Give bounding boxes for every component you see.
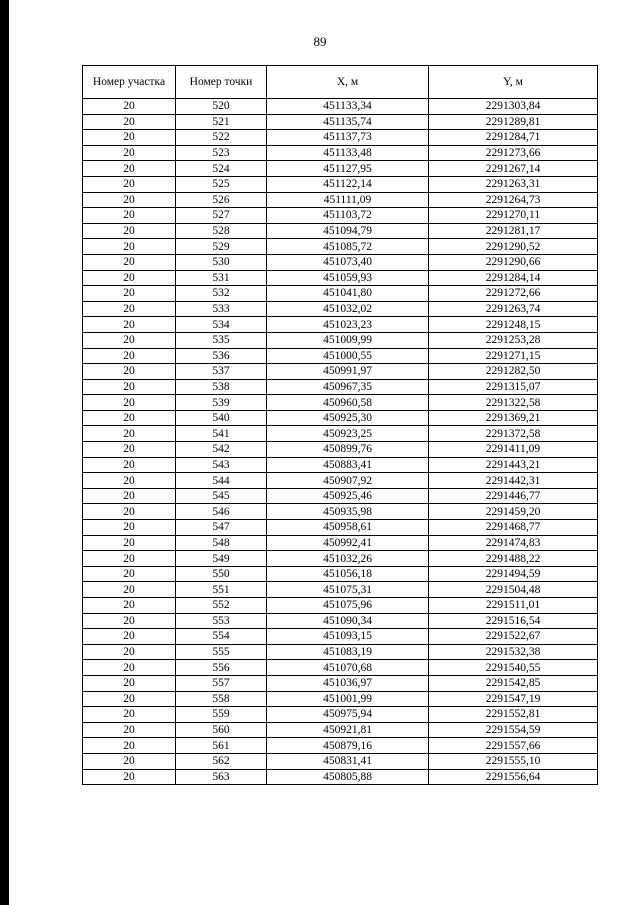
cell-point-number: 558 <box>176 691 267 707</box>
cell-point-number: 540 <box>176 410 267 426</box>
cell-x-coordinate: 451041,80 <box>267 286 429 302</box>
cell-x-coordinate: 451023,23 <box>267 317 429 333</box>
cell-x-coordinate: 451090,34 <box>267 613 429 629</box>
cell-y-coordinate: 2291315,07 <box>429 379 598 395</box>
cell-x-coordinate: 451056,18 <box>267 566 429 582</box>
cell-point-number: 551 <box>176 582 267 598</box>
cell-point-number: 532 <box>176 286 267 302</box>
cell-plot-number: 20 <box>83 473 176 489</box>
table-row <box>83 192 598 208</box>
cell-y-coordinate: 2291554,59 <box>429 722 598 738</box>
cell-x-coordinate: 451122,14 <box>267 176 429 192</box>
table-row <box>83 504 598 520</box>
cell-point-number: 552 <box>176 598 267 614</box>
cell-plot-number: 20 <box>83 239 176 255</box>
cell-y-coordinate: 2291556,64 <box>429 769 598 785</box>
table-row <box>83 753 598 769</box>
cell-plot-number: 20 <box>83 520 176 536</box>
cell-y-coordinate: 2291542,85 <box>429 675 598 691</box>
cell-plot-number: 20 <box>83 395 176 411</box>
table-row <box>83 239 598 255</box>
cell-y-coordinate: 2291555,10 <box>429 753 598 769</box>
cell-plot-number: 20 <box>83 457 176 473</box>
cell-point-number: 561 <box>176 738 267 754</box>
cell-x-coordinate: 450831,41 <box>267 753 429 769</box>
cell-point-number: 521 <box>176 114 267 130</box>
cell-y-coordinate: 2291459,20 <box>429 504 598 520</box>
cell-plot-number: 20 <box>83 270 176 286</box>
cell-y-coordinate: 2291273,66 <box>429 145 598 161</box>
cell-point-number: 529 <box>176 239 267 255</box>
cell-y-coordinate: 2291272,66 <box>429 286 598 302</box>
cell-y-coordinate: 2291281,17 <box>429 223 598 239</box>
cell-point-number: 555 <box>176 644 267 660</box>
cell-point-number: 526 <box>176 192 267 208</box>
cell-y-coordinate: 2291270,11 <box>429 208 598 224</box>
cell-plot-number: 20 <box>83 426 176 442</box>
cell-y-coordinate: 2291468,77 <box>429 520 598 536</box>
cell-point-number: 547 <box>176 520 267 536</box>
cell-x-coordinate: 451073,40 <box>267 254 429 270</box>
cell-y-coordinate: 2291303,84 <box>429 99 598 115</box>
cell-plot-number: 20 <box>83 130 176 146</box>
cell-point-number: 544 <box>176 473 267 489</box>
cell-y-coordinate: 2291511,01 <box>429 598 598 614</box>
table-row <box>83 348 598 364</box>
cell-plot-number: 20 <box>83 675 176 691</box>
cell-plot-number: 20 <box>83 176 176 192</box>
cell-x-coordinate: 451036,97 <box>267 675 429 691</box>
table-row <box>83 738 598 754</box>
cell-x-coordinate: 450805,88 <box>267 769 429 785</box>
cell-x-coordinate: 450925,30 <box>267 410 429 426</box>
cell-plot-number: 20 <box>83 551 176 567</box>
cell-y-coordinate: 2291532,38 <box>429 644 598 660</box>
table-row <box>83 254 598 270</box>
cell-point-number: 525 <box>176 176 267 192</box>
cell-point-number: 542 <box>176 442 267 458</box>
cell-x-coordinate: 451127,95 <box>267 161 429 177</box>
cell-x-coordinate: 450883,41 <box>267 457 429 473</box>
cell-y-coordinate: 2291504,48 <box>429 582 598 598</box>
cell-y-coordinate: 2291322,58 <box>429 395 598 411</box>
cell-plot-number: 20 <box>83 114 176 130</box>
cell-x-coordinate: 451133,34 <box>267 99 429 115</box>
cell-plot-number: 20 <box>83 301 176 317</box>
cell-y-coordinate: 2291369,21 <box>429 410 598 426</box>
table-row <box>83 613 598 629</box>
cell-plot-number: 20 <box>83 691 176 707</box>
cell-plot-number: 20 <box>83 286 176 302</box>
cell-y-coordinate: 2291263,31 <box>429 176 598 192</box>
cell-point-number: 548 <box>176 535 267 551</box>
cell-x-coordinate: 450907,92 <box>267 473 429 489</box>
cell-point-number: 559 <box>176 707 267 723</box>
cell-x-coordinate: 450991,97 <box>267 364 429 380</box>
cell-point-number: 550 <box>176 566 267 582</box>
cell-y-coordinate: 2291282,50 <box>429 364 598 380</box>
cell-x-coordinate: 451009,99 <box>267 332 429 348</box>
cell-y-coordinate: 2291411,09 <box>429 442 598 458</box>
cell-point-number: 536 <box>176 348 267 364</box>
cell-plot-number: 20 <box>83 738 176 754</box>
cell-plot-number: 20 <box>83 208 176 224</box>
table-row <box>83 520 598 536</box>
cell-y-coordinate: 2291253,28 <box>429 332 598 348</box>
table-row <box>83 644 598 660</box>
cell-point-number: 557 <box>176 675 267 691</box>
cell-point-number: 553 <box>176 613 267 629</box>
table-row <box>83 317 598 333</box>
cell-point-number: 534 <box>176 317 267 333</box>
scan-edge-bar <box>0 0 9 905</box>
cell-y-coordinate: 2291442,31 <box>429 473 598 489</box>
page-number: 89 <box>313 34 327 49</box>
cell-plot-number: 20 <box>83 317 176 333</box>
cell-plot-number: 20 <box>83 707 176 723</box>
cell-plot-number: 20 <box>83 629 176 645</box>
cell-plot-number: 20 <box>83 161 176 177</box>
cell-x-coordinate: 451085,72 <box>267 239 429 255</box>
table-row <box>83 426 598 442</box>
cell-x-coordinate: 451094,79 <box>267 223 429 239</box>
table-row <box>83 551 598 567</box>
table-row <box>83 176 598 192</box>
cell-y-coordinate: 2291474,83 <box>429 535 598 551</box>
cell-point-number: 528 <box>176 223 267 239</box>
cell-plot-number: 20 <box>83 379 176 395</box>
cell-y-coordinate: 2291263,74 <box>429 301 598 317</box>
table-row <box>83 488 598 504</box>
table-row <box>83 535 598 551</box>
cell-y-coordinate: 2291372,58 <box>429 426 598 442</box>
cell-x-coordinate: 450879,16 <box>267 738 429 754</box>
cell-y-coordinate: 2291488,22 <box>429 551 598 567</box>
cell-plot-number: 20 <box>83 504 176 520</box>
table-row <box>83 442 598 458</box>
cell-plot-number: 20 <box>83 145 176 161</box>
table-body <box>83 99 598 785</box>
cell-x-coordinate: 450921,81 <box>267 722 429 738</box>
cell-plot-number: 20 <box>83 348 176 364</box>
cell-plot-number: 20 <box>83 442 176 458</box>
cell-plot-number: 20 <box>83 223 176 239</box>
cell-x-coordinate: 451093,15 <box>267 629 429 645</box>
table-row <box>83 286 598 302</box>
cell-x-coordinate: 451070,68 <box>267 660 429 676</box>
header-y-coordinate: Y, м <box>429 66 598 99</box>
cell-x-coordinate: 451103,72 <box>267 208 429 224</box>
cell-x-coordinate: 450899,76 <box>267 442 429 458</box>
cell-y-coordinate: 2291267,14 <box>429 161 598 177</box>
cell-x-coordinate: 451083,19 <box>267 644 429 660</box>
cell-x-coordinate: 451032,02 <box>267 301 429 317</box>
cell-point-number: 524 <box>176 161 267 177</box>
table-row <box>83 395 598 411</box>
cell-plot-number: 20 <box>83 566 176 582</box>
cell-x-coordinate: 451075,31 <box>267 582 429 598</box>
cell-x-coordinate: 450992,41 <box>267 535 429 551</box>
table-row <box>83 130 598 146</box>
cell-y-coordinate: 2291248,15 <box>429 317 598 333</box>
table-row <box>83 161 598 177</box>
cell-plot-number: 20 <box>83 722 176 738</box>
cell-point-number: 539 <box>176 395 267 411</box>
table-row <box>83 722 598 738</box>
cell-point-number: 549 <box>176 551 267 567</box>
cell-point-number: 563 <box>176 769 267 785</box>
table-row <box>83 660 598 676</box>
table-row <box>83 675 598 691</box>
cell-plot-number: 20 <box>83 254 176 270</box>
cell-y-coordinate: 2291547,19 <box>429 691 598 707</box>
cell-y-coordinate: 2291494,59 <box>429 566 598 582</box>
table-row <box>83 629 598 645</box>
cell-point-number: 546 <box>176 504 267 520</box>
cell-point-number: 530 <box>176 254 267 270</box>
cell-point-number: 531 <box>176 270 267 286</box>
cell-x-coordinate: 450958,61 <box>267 520 429 536</box>
table-row <box>83 410 598 426</box>
header-plot-number: Номер участка <box>83 66 176 99</box>
cell-plot-number: 20 <box>83 364 176 380</box>
table-row <box>83 691 598 707</box>
cell-x-coordinate: 451111,09 <box>267 192 429 208</box>
cell-point-number: 537 <box>176 364 267 380</box>
cell-point-number: 533 <box>176 301 267 317</box>
cell-x-coordinate: 451000,55 <box>267 348 429 364</box>
cell-y-coordinate: 2291290,52 <box>429 239 598 255</box>
cell-point-number: 520 <box>176 99 267 115</box>
cell-point-number: 545 <box>176 488 267 504</box>
cell-x-coordinate: 450925,46 <box>267 488 429 504</box>
table-row <box>83 566 598 582</box>
table-row <box>83 208 598 224</box>
table-row <box>83 769 598 785</box>
table-row <box>83 457 598 473</box>
cell-plot-number: 20 <box>83 99 176 115</box>
table-row <box>83 473 598 489</box>
cell-x-coordinate: 450975,94 <box>267 707 429 723</box>
header-point-number: Номер точки <box>176 66 267 99</box>
cell-point-number: 562 <box>176 753 267 769</box>
cell-point-number: 554 <box>176 629 267 645</box>
table-row <box>83 707 598 723</box>
cell-plot-number: 20 <box>83 410 176 426</box>
table-row <box>83 582 598 598</box>
table-row <box>83 145 598 161</box>
cell-plot-number: 20 <box>83 192 176 208</box>
table-row <box>83 598 598 614</box>
cell-point-number: 535 <box>176 332 267 348</box>
cell-x-coordinate: 451001,99 <box>267 691 429 707</box>
header-x-coordinate: X, м <box>267 66 429 99</box>
cell-point-number: 522 <box>176 130 267 146</box>
coordinates-table <box>82 65 598 785</box>
cell-plot-number: 20 <box>83 598 176 614</box>
cell-y-coordinate: 2291271,15 <box>429 348 598 364</box>
cell-y-coordinate: 2291284,14 <box>429 270 598 286</box>
cell-y-coordinate: 2291540,55 <box>429 660 598 676</box>
cell-x-coordinate: 451075,96 <box>267 598 429 614</box>
cell-plot-number: 20 <box>83 660 176 676</box>
cell-y-coordinate: 2291289,81 <box>429 114 598 130</box>
cell-y-coordinate: 2291284,71 <box>429 130 598 146</box>
cell-point-number: 523 <box>176 145 267 161</box>
table-row <box>83 301 598 317</box>
cell-x-coordinate: 451137,73 <box>267 130 429 146</box>
cell-point-number: 556 <box>176 660 267 676</box>
cell-point-number: 560 <box>176 722 267 738</box>
cell-plot-number: 20 <box>83 613 176 629</box>
table-header-row <box>83 66 598 99</box>
table-row <box>83 270 598 286</box>
cell-plot-number: 20 <box>83 332 176 348</box>
cell-plot-number: 20 <box>83 535 176 551</box>
table-row <box>83 364 598 380</box>
cell-point-number: 538 <box>176 379 267 395</box>
cell-x-coordinate: 450935,98 <box>267 504 429 520</box>
table-row <box>83 114 598 130</box>
cell-y-coordinate: 2291290,66 <box>429 254 598 270</box>
cell-x-coordinate: 450967,35 <box>267 379 429 395</box>
cell-plot-number: 20 <box>83 753 176 769</box>
cell-plot-number: 20 <box>83 644 176 660</box>
cell-x-coordinate: 451133,48 <box>267 145 429 161</box>
cell-x-coordinate: 450960,58 <box>267 395 429 411</box>
cell-point-number: 543 <box>176 457 267 473</box>
table-row <box>83 332 598 348</box>
cell-y-coordinate: 2291264,73 <box>429 192 598 208</box>
cell-point-number: 527 <box>176 208 267 224</box>
cell-y-coordinate: 2291552,81 <box>429 707 598 723</box>
cell-y-coordinate: 2291557,66 <box>429 738 598 754</box>
cell-y-coordinate: 2291446,77 <box>429 488 598 504</box>
table-row <box>83 223 598 239</box>
cell-plot-number: 20 <box>83 488 176 504</box>
cell-y-coordinate: 2291522,67 <box>429 629 598 645</box>
cell-x-coordinate: 451032,26 <box>267 551 429 567</box>
cell-plot-number: 20 <box>83 769 176 785</box>
cell-x-coordinate: 451135,74 <box>267 114 429 130</box>
cell-plot-number: 20 <box>83 582 176 598</box>
cell-x-coordinate: 450923,25 <box>267 426 429 442</box>
cell-y-coordinate: 2291516,54 <box>429 613 598 629</box>
table-row <box>83 379 598 395</box>
table-row <box>83 99 598 115</box>
cell-x-coordinate: 451059,93 <box>267 270 429 286</box>
cell-y-coordinate: 2291443,21 <box>429 457 598 473</box>
cell-point-number: 541 <box>176 426 267 442</box>
